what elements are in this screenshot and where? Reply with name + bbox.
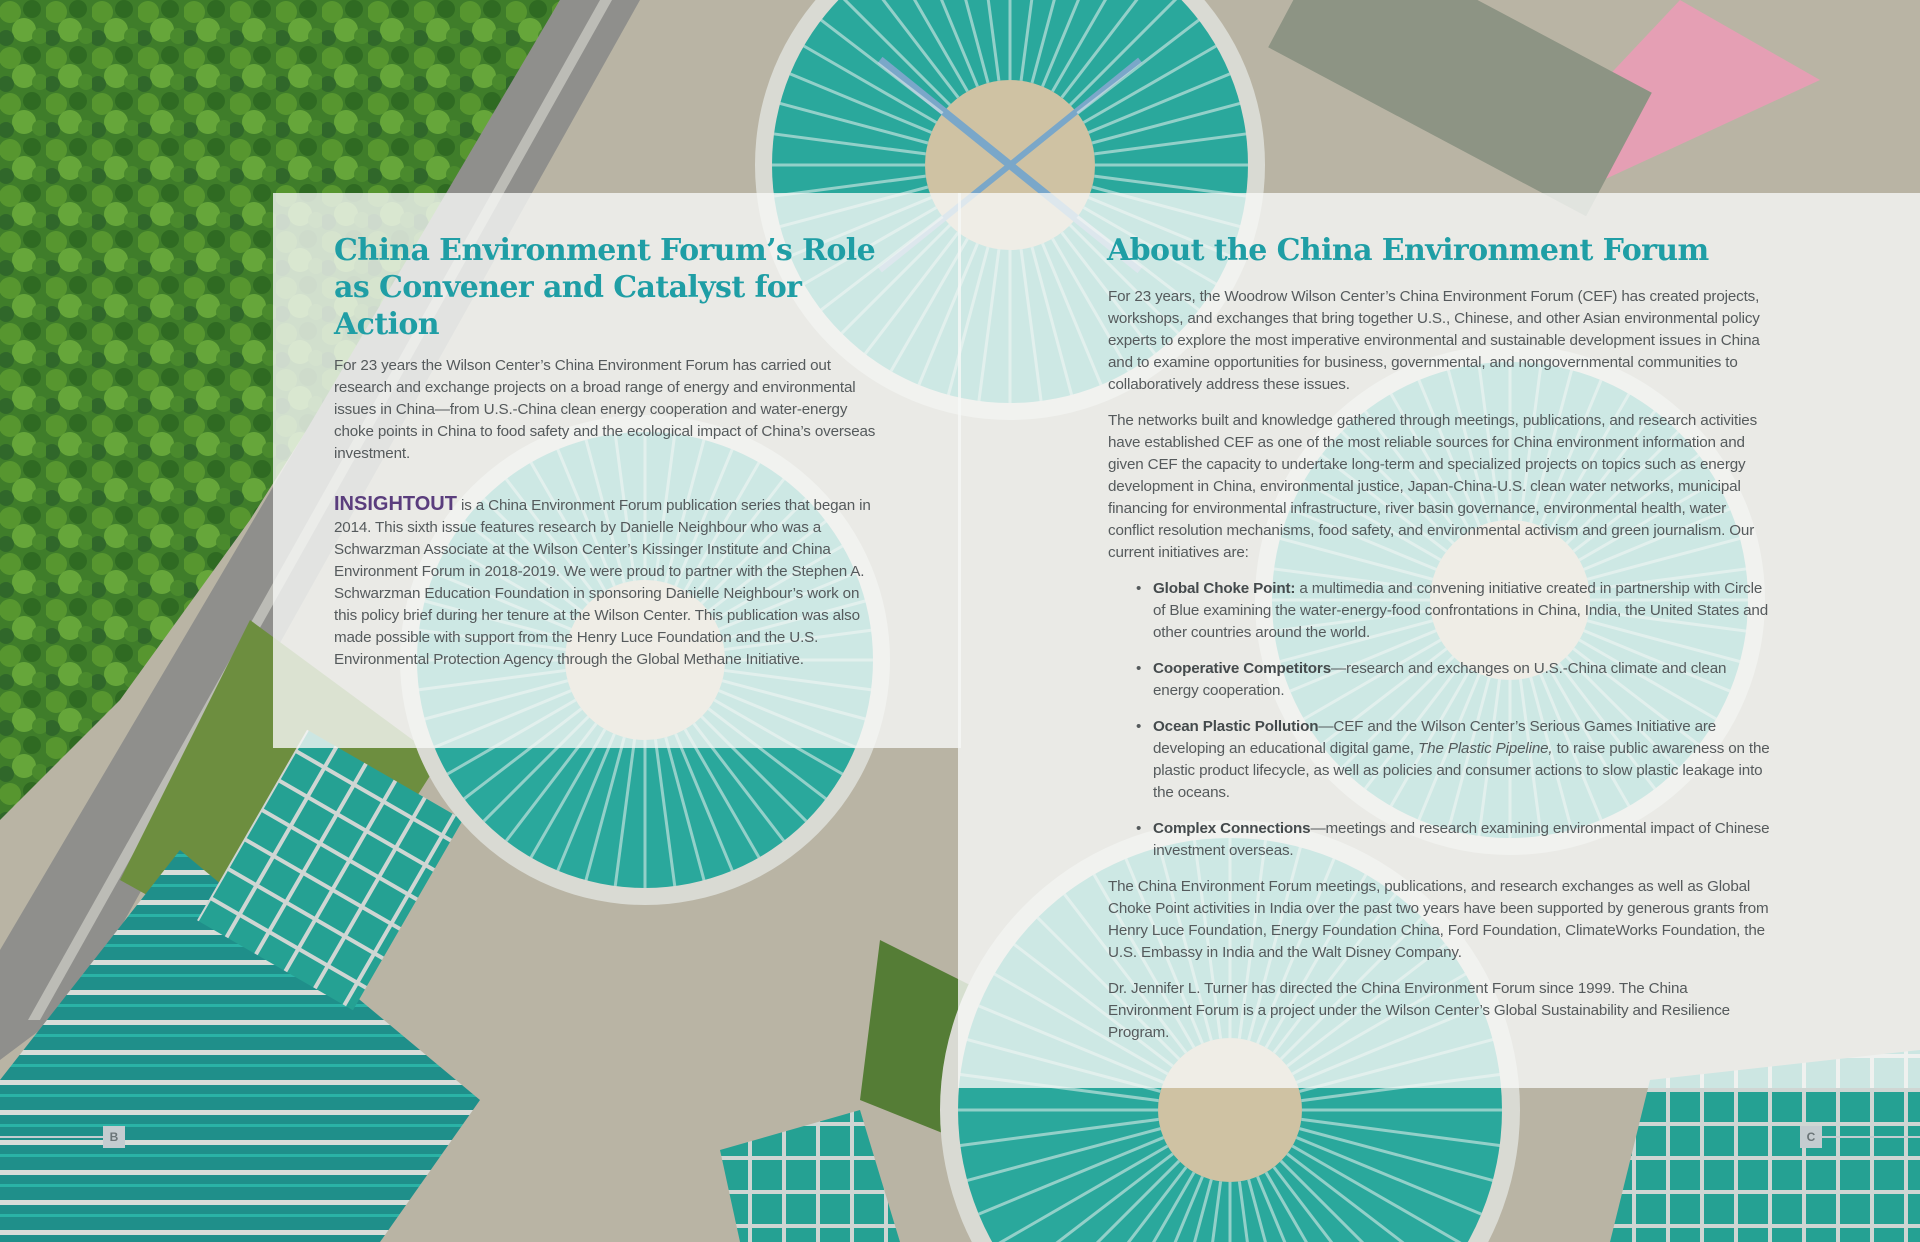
initiative-text-before: —CEF and the Wilson Center’s Serious Games Initiative are developing an educational digital game, [1153, 718, 1717, 757]
initiative-text: a multimedia and convening initiative created in partnership with Circle of Blue examining the water-energy-food confrontations in China, India, the United States and other countries around the world. [1153, 580, 1769, 641]
bullet-icon: • [1136, 820, 1142, 837]
insightout-paragraph [334, 493, 879, 671]
marker-line [0, 1136, 103, 1138]
about-paragraph-1: For 23 years, the Woodrow Wilson Center’s China Environment Forum (CEF) has created projects, workshops, and exchanges that bring together U.S., Chinese, and other Asian environmental policy experts to explore the most imperative environmental and sustainable development issues in China and to examine opportunities for business, governmental, and nongovernmental communities to collaboratively address these issues. [1108, 288, 1760, 393]
initiatives-list [1108, 578, 1771, 862]
left-page-body [334, 355, 879, 671]
page-letter-b: B [103, 1126, 125, 1148]
initiative-title: Ocean Plastic Pollution [1153, 718, 1319, 735]
game-title: The Plastic Pipeline, [1418, 740, 1553, 757]
initiative-item [1108, 658, 1771, 702]
left-page-heading: China Environment Forum’s Role as Convener and Catalyst for Action [334, 233, 876, 342]
initiative-text: —research and exchanges on U.S.-China climate and clean energy cooperation. [1153, 660, 1727, 699]
page-marker-left [0, 1126, 125, 1148]
initiative-title: Cooperative Competitors [1153, 660, 1331, 677]
initiative-item [1108, 578, 1771, 644]
insightout-description: is a China Environment Forum publication series that began in 2014. This sixth issue features research by Danielle Neighbour who was a Schwarzman Associate at the Wilson Center’s Kissinger Institute and China Environment Forum in 2018-2019. We were proud to partner with the Stephen A. Schwarzman Education Foundation in sponsoring Danielle Neighbour’s work on this policy brief during her tenure at the Wilson Center. This publication was also made possible with support from the Henry Luce Foundation and the U.S. Environmental Protection Agency through the Global Methane Initiative. [334, 497, 871, 668]
initiative-title: Global Choke Point: [1153, 580, 1296, 597]
bullet-icon: • [1136, 660, 1142, 677]
initiative-item [1108, 818, 1771, 862]
about-paragraph-2: The networks built and knowledge gathered through meetings, publications, and research activities have established CEF as one of the most reliable sources for China environment information and given CEF the capacity to undertake long-term and specialized projects on topics such as energy development in China, environmental justice, Japan-China-U.S. clean water networks, municipal financing for environmental infrastructure, river basin governance, environmental health, water conflict resolution mechanisms, food safety, and environmental activism and green journalism. Our current initiatives are: [1108, 412, 1758, 561]
forum-intro-paragraph: For 23 years the Wilson Center’s China Environment Forum has carried out research and exchange projects on a broad range of energy and environmental issues in China—from U.S.-China clean energy cooperation and water-energy choke points in China to food safety and the ecological impact of China’s overseas investment. [334, 357, 876, 462]
right-page-heading: About the China Environment Forum [1107, 233, 1709, 268]
about-paragraph-4: Dr. Jennifer L. Turner has directed the China Environment Forum since 1999. The China Environment Forum is a project under the Wilson Center’s Global Sustainability and Resilience Program. [1108, 980, 1730, 1041]
marker-line [1822, 1136, 1920, 1138]
page-letter-c: C [1800, 1126, 1822, 1148]
right-page-body [1108, 286, 1771, 1058]
bullet-icon: • [1136, 580, 1142, 597]
initiative-title: Complex Connections [1153, 820, 1311, 837]
insightout-brand: INSIGHTOUT [334, 493, 457, 515]
initiative-text-after: to raise public awareness on the plastic product lifecycle, as well as policies and consumer actions to slow plastic leakage into the oceans. [1153, 740, 1770, 801]
about-paragraph-3: The China Environment Forum meetings, publications, and research exchanges as well as Global Choke Point activities in India over the past two years have been supported by generous grants from Henry Luce Foundation, Energy Foundation China, Ford Foundation, ClimateWorks Foundation, the U.S. Embassy in India and the Walt Disney Company. [1108, 878, 1769, 961]
bullet-icon: • [1136, 718, 1142, 735]
page-marker-right [1800, 1126, 1920, 1148]
initiative-item [1108, 716, 1771, 804]
initiative-text: —meetings and research examining environmental impact of Chinese investment overseas. [1153, 820, 1770, 859]
